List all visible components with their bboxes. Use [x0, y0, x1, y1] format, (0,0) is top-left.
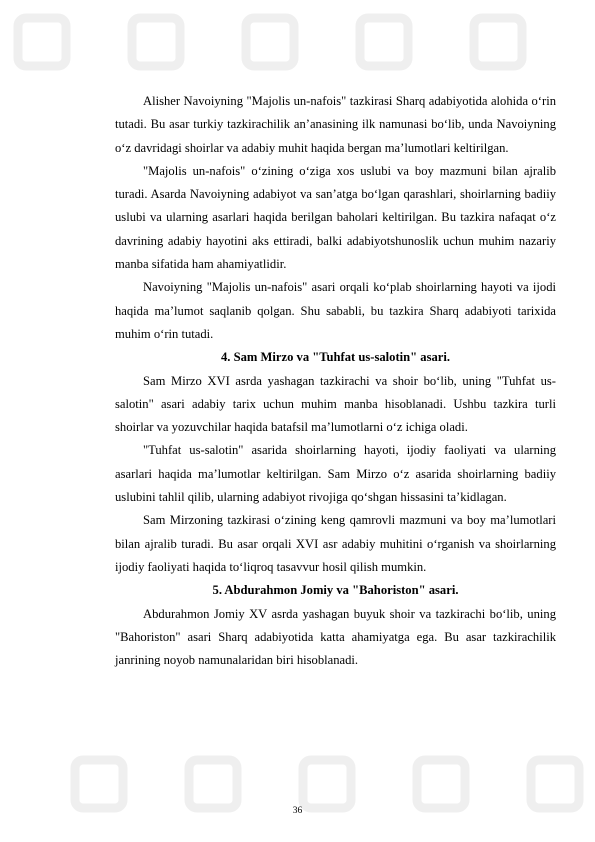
- paragraph: Alisher Navoiyning "Majolis un-nafois" tazkirasi Sharq adabiyotida alohida o‘rin tutadi. Bu asar turkiy tazkirachilik an’anasining ilk namunasi bo‘lib, unda Navoiyning o‘z davridagi shoirlar va adabiy muhit haqida bergan ma’lumotlari keltirilgan.: [115, 94, 556, 155]
- paragraph: Navoiyning "Majolis un-nafois" asari orqali ko‘plab shoirlarning hayoti va ijodi haqida ma’lumot saqlanib qolgan. Shu sababli, bu tazkira Sharq adabiyoti tarixida muhim o‘rin tutadi.: [115, 280, 556, 341]
- paragraph: "Majolis un-nafois" o‘zining o‘ziga xos uslubi va boy mazmuni bilan ajralib turadi. Asarda Navoiyning adabiyot va san’atga bo‘lgan qarashlari, shoirlarning badiiy uslubi va ularning asarlari haqida berilgan baholari keltirilgan. Bu tazkira nafaqat o‘z davrining adabiy hayotini aks ettiradi, balki adabiyotshunoslik uchun muhim nazariy manba sifatida ham ahamiyatlidir.: [115, 163, 556, 272]
- page-number: 36: [292, 806, 303, 816]
- paragraph: Sam Mirzoning tazkirasi o‘zining keng qamrovli mazmuni va boy ma’lumotlari bilan ajralib turadi. Bu asar orqali XVI asr adabiy muhitini o‘rganish va shoirlarning ijodiy faoliyati haqida to‘liqroq tasavvur hosil qilish mumkin.: [115, 513, 556, 574]
- paragraph: "Tuhfat us-salotin" asarida shoirlarning hayoti, ijodiy faoliyati va ularning asarlari haqida ma’lumotlar keltirilgan. Sam Mirzo o‘z asarida shoirlarning badiiy uslubini tahlil qilib, ularning adabiyot rivojiga qo‘shgan hissasini ta’kidlagan.: [115, 443, 556, 505]
- document-page: [115, 90, 556, 672]
- paragraph: Abdurahmon Jomiy XV asrda yashagan buyuk shoir va tazkirachi bo‘lib, uning "Bahoriston" asari Sharq adabiyotida katta ahamiyatga ega. Bu asar tazkirachilik janrining noyob namunalaridan biri hisoblanadi.: [115, 606, 556, 668]
- section-heading: 4. Sam Mirzo va "Tuhfat us-salotin" asari.: [220, 350, 451, 365]
- section-heading: 5. Abdurahmon Jomiy va "Bahoriston" asari.: [212, 583, 459, 598]
- paragraph: Sam Mirzo XVI asrda yashagan tazkirachi va shoir bo‘lib, uning "Tuhfat us-salotin" asari adabiy tarix uchun muhim manba hisoblanadi. Ushbu tazkira turli shoirlar va yozuvchilar haqida batafsil ma’lumotlarni o‘z ichiga oladi.: [115, 373, 556, 435]
